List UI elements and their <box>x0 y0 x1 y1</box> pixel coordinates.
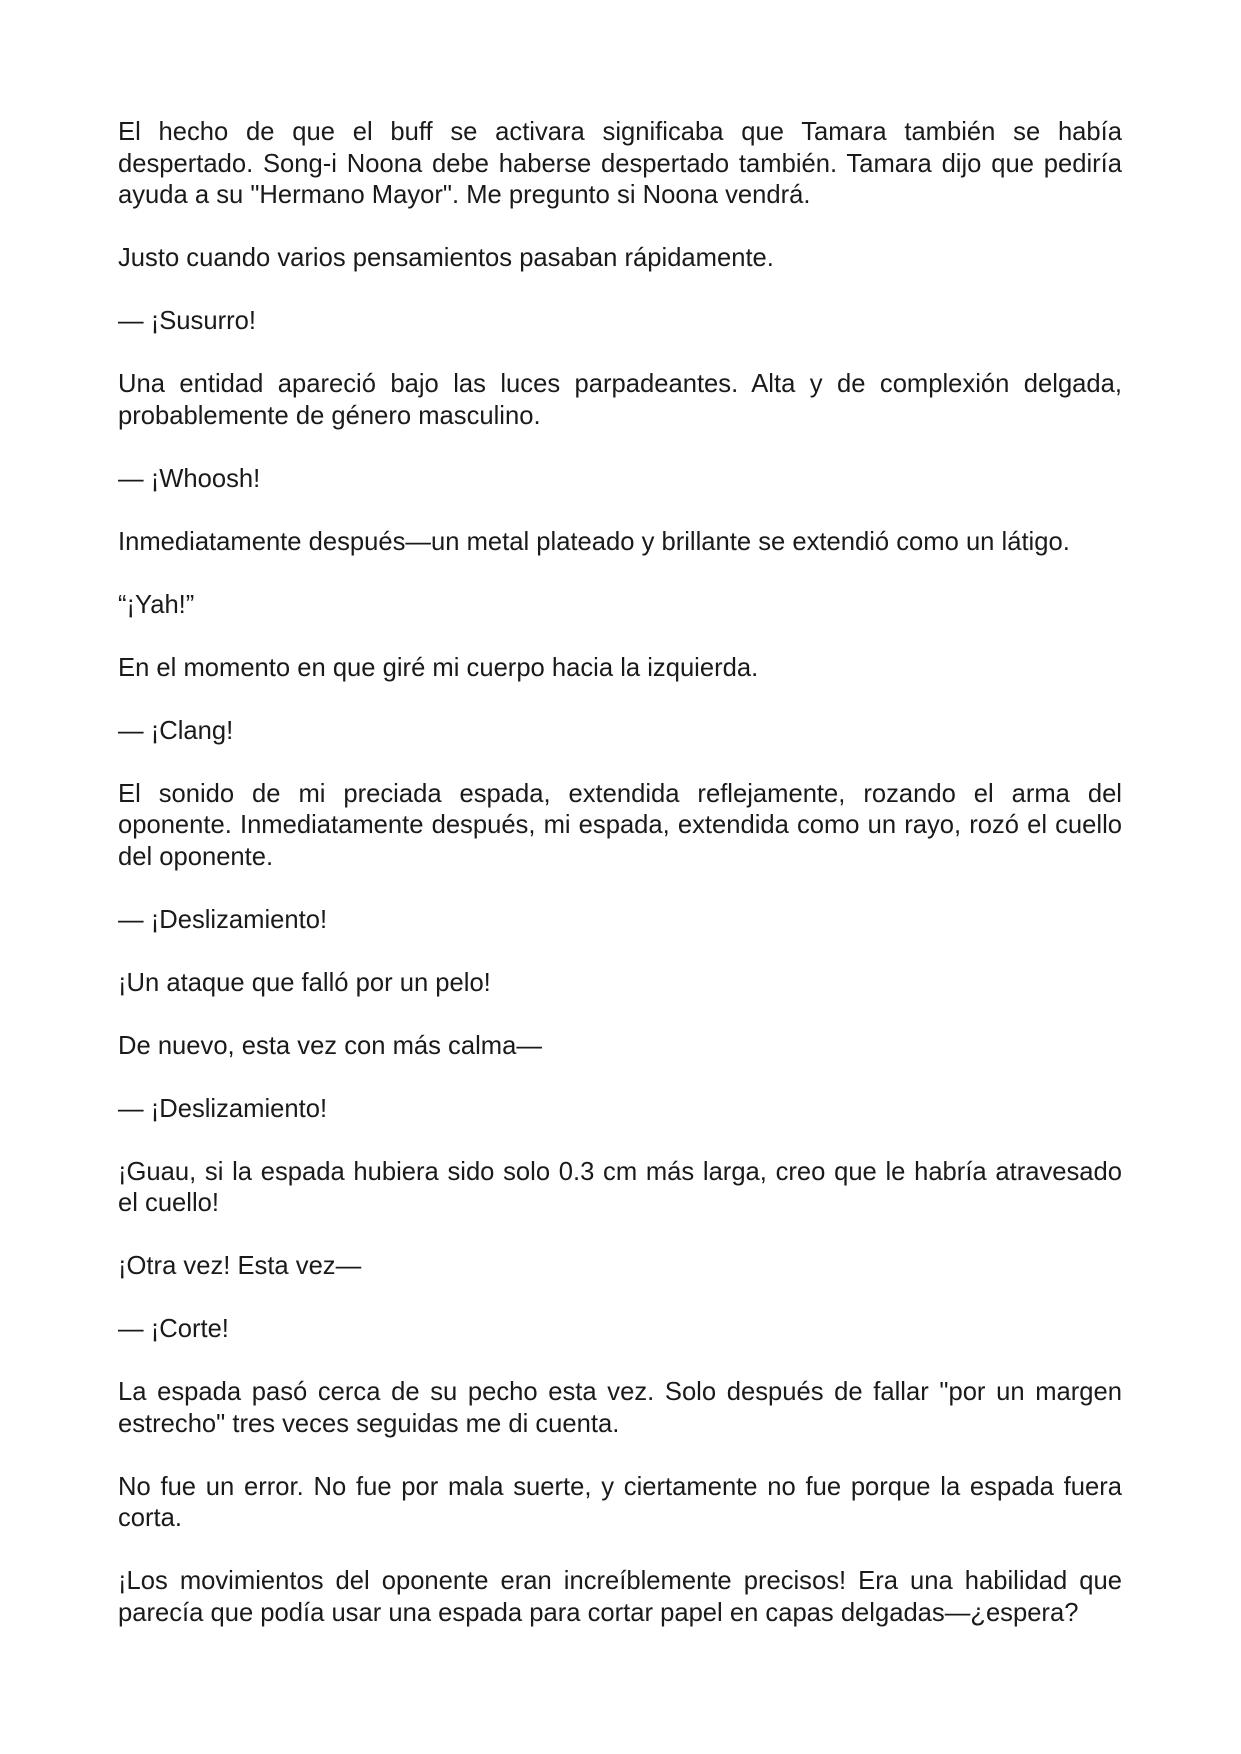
sound-effect-line: — ¡Clang! <box>118 716 234 745</box>
paragraph: Justo cuando varios pensamientos pasaban rápidamente. <box>118 244 774 272</box>
sound-effect-line: — ¡Whoosh! <box>118 464 261 493</box>
paragraph: El sonido de mi preciada espada, extendida reflejamente, rozando el arma del oponente. Inmediatamente después, mi espada, extendida como un rayo, rozó el cuello del oponente. <box>118 779 1122 871</box>
paragraph: No fue un error. No fue por mala suerte, y ciertamente no fue porque la espada fuera corta. <box>118 1472 1122 1532</box>
document-body <box>118 117 1122 1661</box>
paragraph: De nuevo, esta vez con más calma— <box>118 1031 542 1060</box>
paragraph: ¡Otra vez! Esta vez— <box>118 1252 362 1280</box>
paragraph: Una entidad apareció bajo las luces parpadeantes. Alta y de complexión delgada, probablemente de género masculino. <box>118 370 1122 430</box>
sound-effect-line: — ¡Deslizamiento! <box>118 905 328 934</box>
sound-effect-line: — ¡Susurro! <box>118 307 256 335</box>
paragraph: Inmediatamente después—un metal plateado y brillante se extendió como un látigo. <box>118 527 1070 556</box>
dialogue-line: “¡Yah!” <box>118 590 195 619</box>
sound-effect-line: — ¡Deslizamiento! <box>118 1094 328 1123</box>
paragraph: ¡Un ataque que falló por un pelo! <box>118 968 491 997</box>
sound-effect-line: — ¡Corte! <box>118 1315 229 1343</box>
paragraph: ¡Guau, si la espada hubiera sido solo 0.3 cm más larga, creo que le habría atravesado el cuello! <box>118 1157 1122 1217</box>
paragraph: En el momento en que giré mi cuerpo hacia la izquierda. <box>118 653 759 682</box>
paragraph: El hecho de que el buff se activara significaba que Tamara también se había despertado. Song-i Noona debe haberse despertado también. Tamara dijo que pediría ayuda a su "Hermano Mayor". Me pregunto si Noona vendrá. <box>118 118 1122 209</box>
paragraph: La espada pasó cerca de su pecho esta vez. Solo después de fallar "por un margen estrecho" tres veces seguidas me di cuenta. <box>118 1378 1122 1438</box>
paragraph: ¡Los movimientos del oponente eran increíblemente precisos! Era una habilidad que parecía que podía usar una espada para cortar papel en capas delgadas—¿espera? <box>118 1567 1122 1627</box>
